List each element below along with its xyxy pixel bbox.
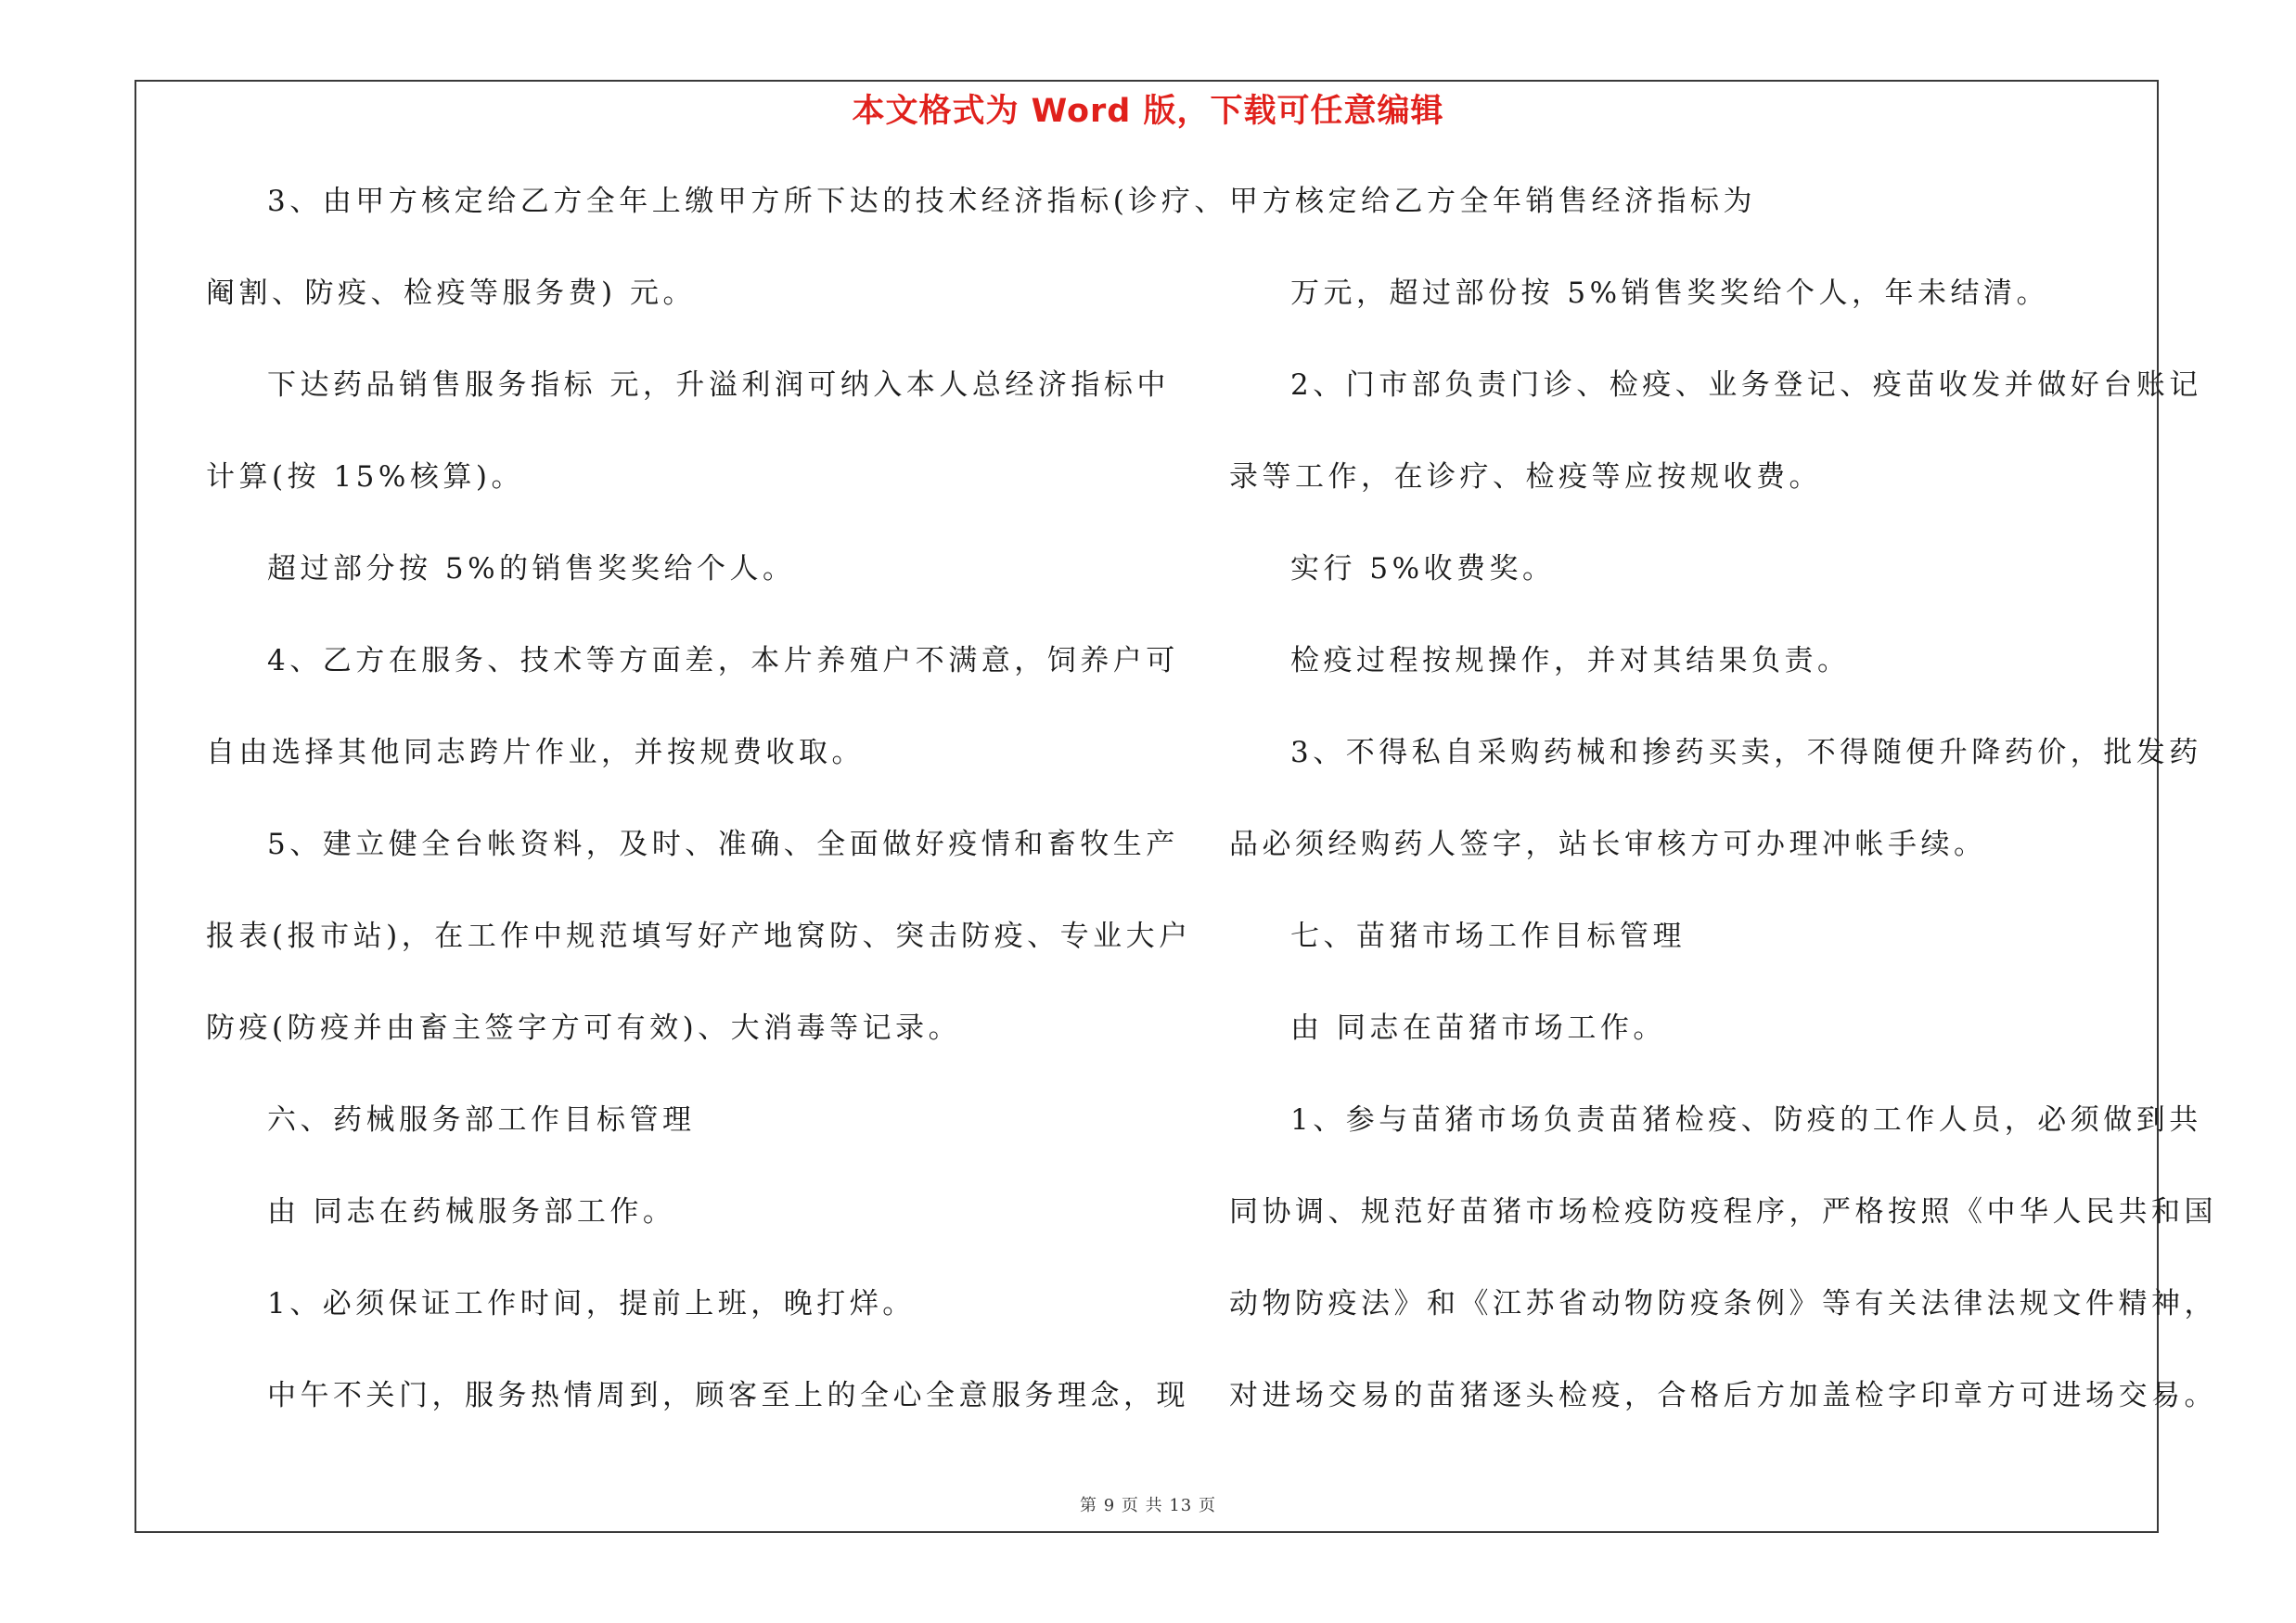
text-line: 自由选择其他同志跨片作业，并按规费收取。 — [206, 736, 865, 769]
text-line: 下达药品销售服务指标 元，升溢利润可纳入本人总经济指标中 — [267, 368, 1170, 402]
text-line: 超过部分按 5%的销售奖奖给个人。 — [267, 552, 796, 586]
text-line: 计算(按 15%核算)。 — [206, 460, 524, 494]
text-line: 3、不得私自采购药械和掺药买卖，不得随便升降药价，批发药 — [1290, 736, 2202, 769]
page-number: 第 9 页 共 13 页 — [1080, 1496, 1216, 1515]
text-line: 2、门市部负责门诊、检疫、业务登记、疫苗收发并做好台账记 — [1290, 368, 2202, 402]
text-line: 5、建立健全台帐资料，及时、准确、全面做好疫情和畜牧生产 — [267, 828, 1179, 861]
text-line: 实行 5%收费奖。 — [1290, 552, 1556, 586]
text-line: 品必须经购药人签字，站长审核方可办理冲帐手续。 — [1229, 828, 1987, 861]
text-line: 由 同志在苗猪市场工作。 — [1290, 1011, 1666, 1045]
text-line: 防疫(防疫并由畜主签字方可有效)、大消毒等记录。 — [206, 1011, 962, 1045]
text-line: 1、参与苗猪市场负责苗猪检疫、防疫的工作人员，必须做到共 — [1290, 1103, 2202, 1137]
section-heading: 六、药械服务部工作目标管理 — [267, 1103, 696, 1137]
text-line: 检疫过程按规操作，并对其结果负责。 — [1290, 644, 1851, 677]
text-line: 甲方核定给乙方全年销售经济指标为 — [1229, 185, 1756, 218]
format-banner: 本文格式为 Word 版，下载可任意编辑 — [852, 93, 1444, 130]
text-line: 阉割、防疫、检疫等服务费) 元。 — [206, 277, 696, 310]
text-line: 录等工作，在诊疗、检疫等应按规收费。 — [1229, 460, 1822, 494]
text-line: 中午不关门，服务热情周到，顾客至上的全心全意服务理念，现 — [267, 1379, 1189, 1412]
text-line: 动物防疫法》和《江苏省动物防疫条例》等有关法律法规文件精神， — [1229, 1287, 2217, 1320]
text-line: 对进场交易的苗猪逐头检疫，合格后方加盖检字印章方可进场交易。 — [1229, 1379, 2217, 1412]
text-line: 万元，超过部份按 5%销售奖奖给个人，年未结清。 — [1290, 277, 2050, 310]
section-heading: 七、苗猪市场工作目标管理 — [1290, 920, 1686, 953]
text-line: 4、乙方在服务、技术等方面差，本片养殖户不满意，饲养户可 — [267, 644, 1179, 677]
text-line: 1、必须保证工作时间，提前上班，晚打烊。 — [267, 1287, 916, 1320]
text-line: 同协调、规范好苗猪市场检疫防疫程序，严格按照《中华人民共和国 — [1229, 1195, 2217, 1229]
text-line: 3、由甲方核定给乙方全年上缴甲方所下达的技术经济指标(诊疗、 — [267, 185, 1227, 218]
text-line: 由 同志在药械服务部工作。 — [267, 1195, 676, 1229]
text-line: 报表(报市站)，在工作中规范填写好产地窝防、突击防疫、专业大户 — [206, 920, 1192, 953]
